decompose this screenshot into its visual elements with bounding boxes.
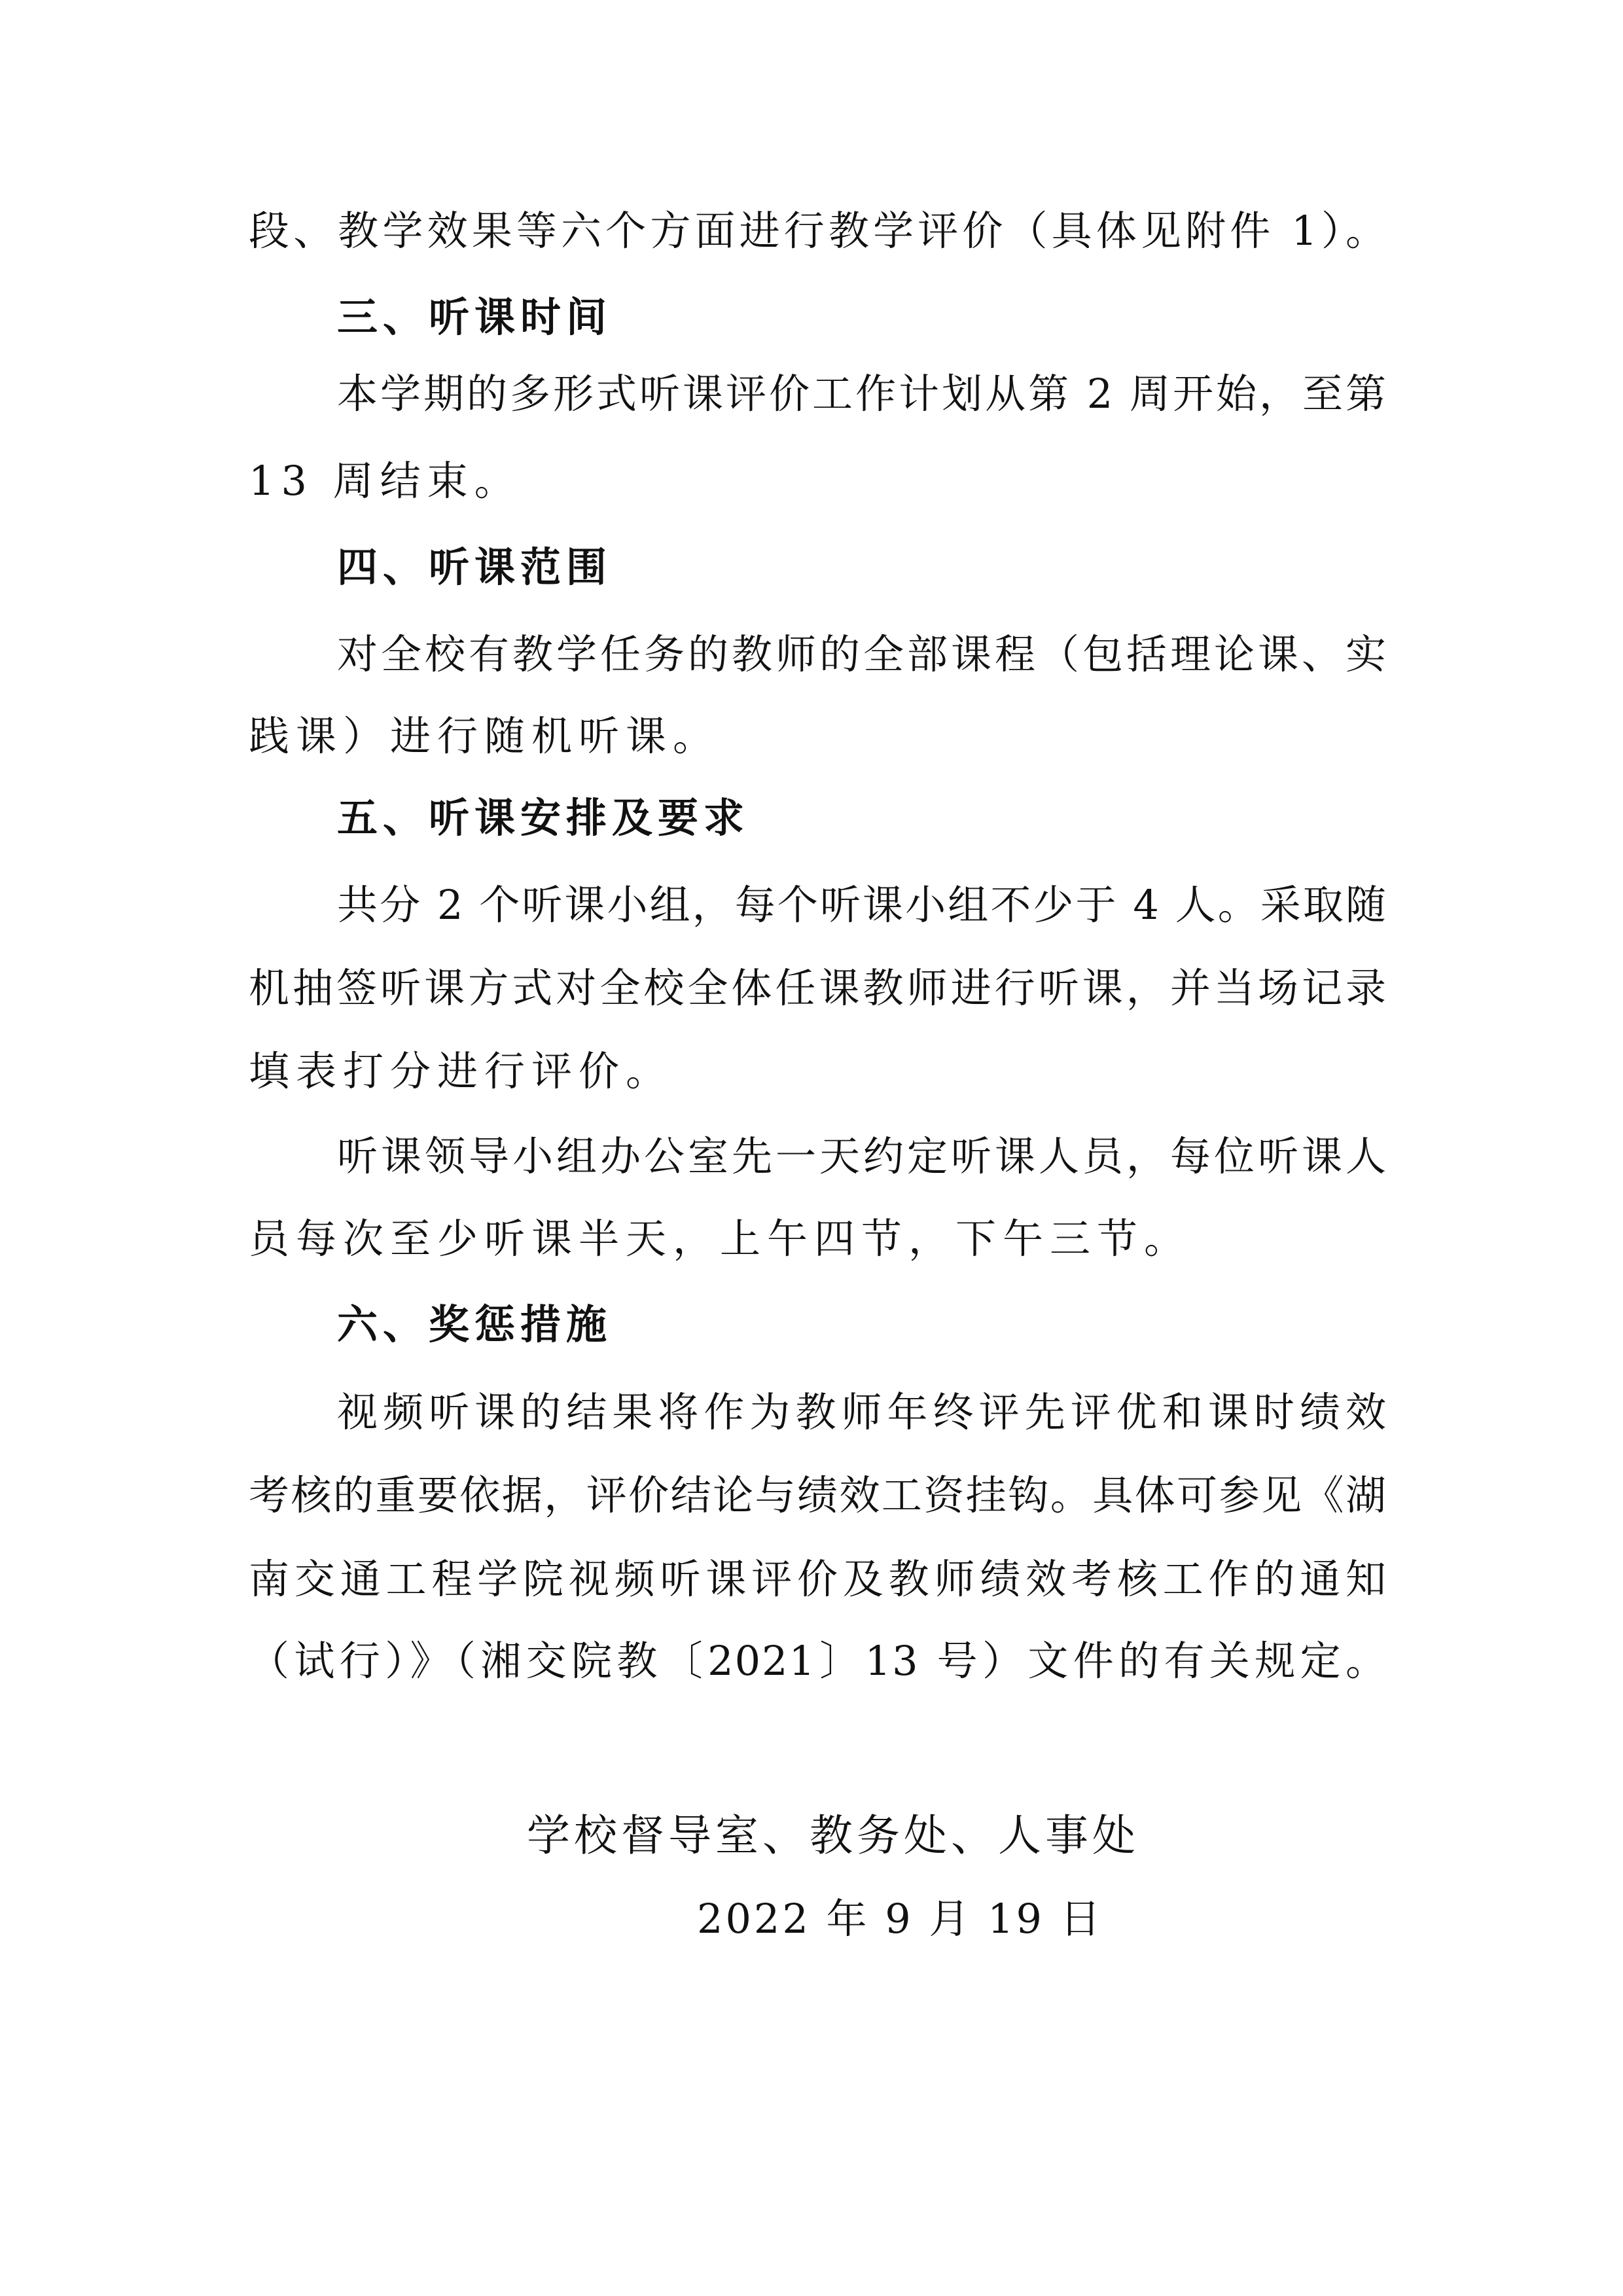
paragraph-line: 员每次至少听课半天，上午四节，下午三节。 (249, 1215, 1192, 1263)
paragraph-line: 听课领导小组办公室先一天约定听课人员，每位听课人 (337, 1132, 1387, 1180)
paragraph-line: 践课）进行随机听课。 (249, 712, 721, 760)
paragraph-line: 共分 2 个听课小组，每个听课小组不少于 4 人。采取随 (337, 881, 1387, 929)
paragraph-line: 对全校有教学任务的教师的全部课程（包括理论课、实 (337, 630, 1387, 678)
section-heading-4: 四、听课范围 (337, 543, 613, 591)
section-heading-6: 六、奖惩措施 (337, 1300, 613, 1348)
paragraph-line: 13 周结束。 (249, 457, 522, 505)
section-heading-3: 三、听课时间 (337, 293, 613, 341)
signature-date: 2022 年 9 月 19 日 (697, 1895, 1103, 1943)
paragraph-line: 机抽签听课方式对全校全体任课教师进行听课，并当场记录 (249, 964, 1387, 1012)
paragraph-line: 本学期的多形式听课评价工作计划从第 2 周开始，至第 (337, 370, 1387, 418)
paragraph-line: 南交通工程学院视频听课评价及教师绩效考核工作的通知 (249, 1555, 1387, 1603)
section-heading-5: 五、听课安排及要求 (337, 794, 750, 842)
paragraph-line: 填表打分进行评价。 (249, 1047, 673, 1095)
signature-organization: 学校督导室、教务处、人事处 (527, 1810, 1139, 1861)
paragraph-line: 段、教学效果等六个方面进行教学评价（具体见附件 1）。 (249, 207, 1387, 255)
paragraph-line: （试行）》（湘交院教〔2021〕13 号）文件的有关规定。 (249, 1637, 1387, 1685)
paragraph-line: 考核的重要依据，评价结论与绩效工资挂钩。具体可参见《湖 (249, 1471, 1387, 1519)
paragraph-line: 视频听课的结果将作为教师年终评先评优和课时绩效 (337, 1388, 1387, 1436)
